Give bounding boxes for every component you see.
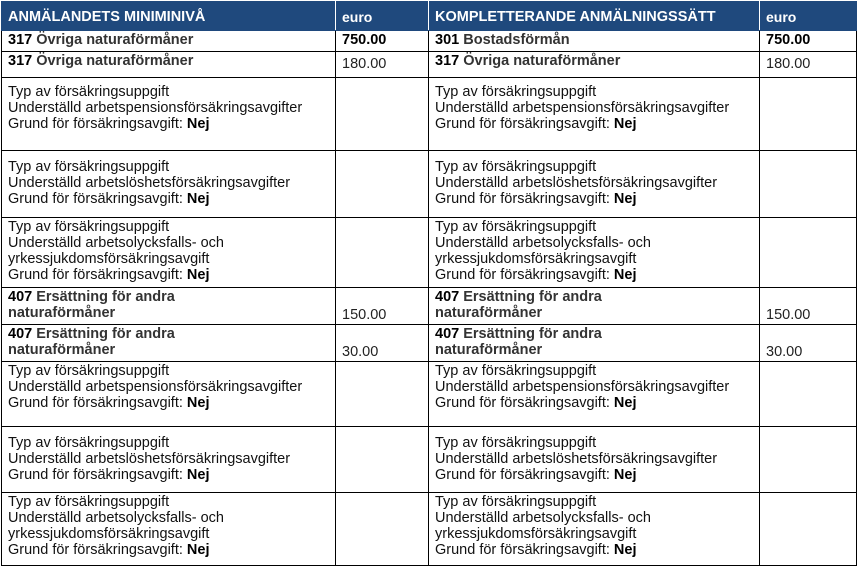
insurance-cell [2,427,336,493]
insurance-type-label: Typ av försäkringsuppgift [435,219,597,235]
amount: 150.00 [342,307,387,323]
insurance-basis-value: Nej [186,267,210,283]
amount: 180.00 [342,56,387,72]
insurance-type-value: Underställd arbetspensionsförsäkringsavgifter [435,100,730,116]
insurance-type-label: Typ av försäkringsuppgift [8,219,170,235]
insurance-basis-label: Grund för försäkringsavgift: [8,395,183,411]
amount-cell-empty [336,218,429,288]
amount: 150.00 [766,307,811,323]
table-row [2,427,857,493]
amount-cell-empty [760,78,857,151]
amount-cell [760,288,857,325]
header-euro-left: euro [336,2,429,31]
insurance-basis-label: Grund för försäkringsavgift: [8,467,183,483]
amount-cell [336,31,429,52]
insurance-cell [2,493,336,566]
amount: 750.00 [766,32,811,48]
insurance-basis-label: Grund för försäkringsavgift: [435,467,610,483]
amount-cell-empty [760,362,857,427]
table-row [2,493,857,566]
insurance-basis-value: Nej [186,395,210,411]
insurance-basis-label: Grund för försäkringsavgift: [435,191,610,207]
item-cell [2,52,336,78]
table-row [2,362,857,427]
insurance-type-value: Underställd arbetsolycksfalls- och [435,510,651,526]
amount-cell-empty [336,427,429,493]
insurance-cell [429,362,760,427]
insurance-type-value: Underställd arbetslöshetsförsäkringsavgifter [8,451,291,467]
insurance-type-label: Typ av försäkringsuppgift [435,84,597,100]
insurance-type-value: Underställd arbetspensionsförsäkringsavgifter [8,379,303,395]
insurance-basis-label: Grund för försäkringsavgift: [8,267,183,283]
insurance-type-label: Typ av försäkringsuppgift [8,363,170,379]
insurance-cell [429,218,760,288]
insurance-basis-value: Nej [613,395,637,411]
item-cell [429,31,760,52]
insurance-basis-label: Grund för försäkringsavgift: [435,542,610,558]
insurance-type-value: Underställd arbetslöshetsförsäkringsavgifter [435,451,718,467]
item-name-cont: naturaförmåner [435,305,543,321]
insurance-type-label: Typ av försäkringsuppgift [8,494,170,510]
amount: 180.00 [766,56,811,72]
item-cell [429,288,760,325]
item-code: 317 [8,32,33,48]
insurance-type-label: Typ av försäkringsuppgift [435,435,597,451]
item-name: Övriga naturaförmåner [36,32,194,48]
header-euro-right: euro [760,2,857,31]
amount-cell [760,31,857,52]
item-code: 317 [435,53,460,69]
amount-cell-empty [760,493,857,566]
table-row [2,31,857,52]
table-row [2,325,857,362]
insurance-type-value: Underställd arbetslöshetsförsäkringsavgifter [8,175,291,191]
insurance-type-value: Underställd arbetsolycksfalls- och [8,510,224,526]
insurance-basis-value: Nej [613,191,637,207]
insurance-type-label: Typ av försäkringsuppgift [8,159,170,175]
insurance-type-label: Typ av försäkringsuppgift [435,494,597,510]
insurance-type-value: Underställd arbetspensionsförsäkringsavgifter [8,100,303,116]
insurance-cell [429,151,760,218]
amount-cell [760,52,857,78]
insurance-basis-value: Nej [613,116,637,132]
item-name: Ersättning för andra [463,289,602,305]
insurance-basis-label: Grund för försäkringsavgift: [435,116,610,132]
item-cell [2,288,336,325]
table-row [2,78,857,151]
comparison-table [1,1,857,566]
amount-cell-empty [760,218,857,288]
item-name-cont: naturaförmåner [8,305,116,321]
item-code: 407 [435,326,460,342]
item-cell [429,52,760,78]
insurance-cell [429,427,760,493]
amount: 30.00 [766,344,803,360]
amount-cell-empty [760,151,857,218]
insurance-basis-value: Nej [186,191,210,207]
table-row [2,52,857,78]
insurance-basis-label: Grund för försäkringsavgift: [435,267,610,283]
amount-cell [760,325,857,362]
item-name: Ersättning för andra [36,289,175,305]
insurance-type-value-cont: yrkessjukdomsförsäkringsavgift [435,251,637,267]
amount-cell-empty [336,362,429,427]
table-row [2,151,857,218]
item-cell [2,325,336,362]
header-supplementary-method: KOMPLETTERANDE ANMÄLNINGSSÄTT [429,2,760,31]
item-code: 407 [8,326,33,342]
insurance-cell [2,78,336,151]
item-code: 407 [435,289,460,305]
insurance-basis-value: Nej [613,542,637,558]
insurance-type-value: Underställd arbetspensionsförsäkringsavgifter [435,379,730,395]
insurance-cell [2,362,336,427]
insurance-cell [2,218,336,288]
amount-cell-empty [760,427,857,493]
insurance-type-label: Typ av försäkringsuppgift [435,159,597,175]
item-code: 301 [435,32,460,48]
table-header-row [2,2,857,31]
item-code: 317 [8,53,33,69]
insurance-type-value-cont: yrkessjukdomsförsäkringsavgift [8,526,210,542]
insurance-type-value: Underställd arbetsolycksfalls- och [8,235,224,251]
amount: 30.00 [342,344,379,360]
insurance-type-label: Typ av försäkringsuppgift [8,84,170,100]
amount-cell [336,288,429,325]
insurance-basis-label: Grund för försäkringsavgift: [435,395,610,411]
table-row [2,218,857,288]
insurance-type-value-cont: yrkessjukdomsförsäkringsavgift [8,251,210,267]
amount-cell-empty [336,78,429,151]
item-name-cont: naturaförmåner [8,342,116,358]
amount: 750.00 [342,32,387,48]
insurance-type-label: Typ av försäkringsuppgift [8,435,170,451]
item-name-cont: naturaförmåner [435,342,543,358]
insurance-basis-value: Nej [186,467,210,483]
insurance-cell [2,151,336,218]
item-name: Ersättning för andra [463,326,602,342]
amount-cell-empty [336,151,429,218]
table-row [2,288,857,325]
insurance-basis-label: Grund för försäkringsavgift: [8,191,183,207]
insurance-cell [429,78,760,151]
amount-cell [336,52,429,78]
amount-cell [336,325,429,362]
insurance-type-label: Typ av försäkringsuppgift [435,363,597,379]
insurance-cell [429,493,760,566]
insurance-basis-value: Nej [613,467,637,483]
item-name: Bostadsförmån [463,32,570,48]
item-code: 407 [8,289,33,305]
header-minimum-level: ANMÄLANDETS MINIMINIVÅ [2,2,336,31]
amount-cell-empty [336,493,429,566]
item-name: Övriga naturaförmåner [36,53,194,69]
insurance-basis-value: Nej [186,542,210,558]
insurance-basis-label: Grund för försäkringsavgift: [8,542,183,558]
insurance-basis-value: Nej [613,267,637,283]
item-name: Övriga naturaförmåner [463,53,621,69]
item-cell [2,31,336,52]
insurance-basis-label: Grund för försäkringsavgift: [8,116,183,132]
insurance-type-value: Underställd arbetslöshetsförsäkringsavgifter [435,175,718,191]
item-name: Ersättning för andra [36,326,175,342]
insurance-type-value: Underställd arbetsolycksfalls- och [435,235,651,251]
insurance-type-value-cont: yrkessjukdomsförsäkringsavgift [435,526,637,542]
insurance-basis-value: Nej [186,116,210,132]
item-cell [429,325,760,362]
